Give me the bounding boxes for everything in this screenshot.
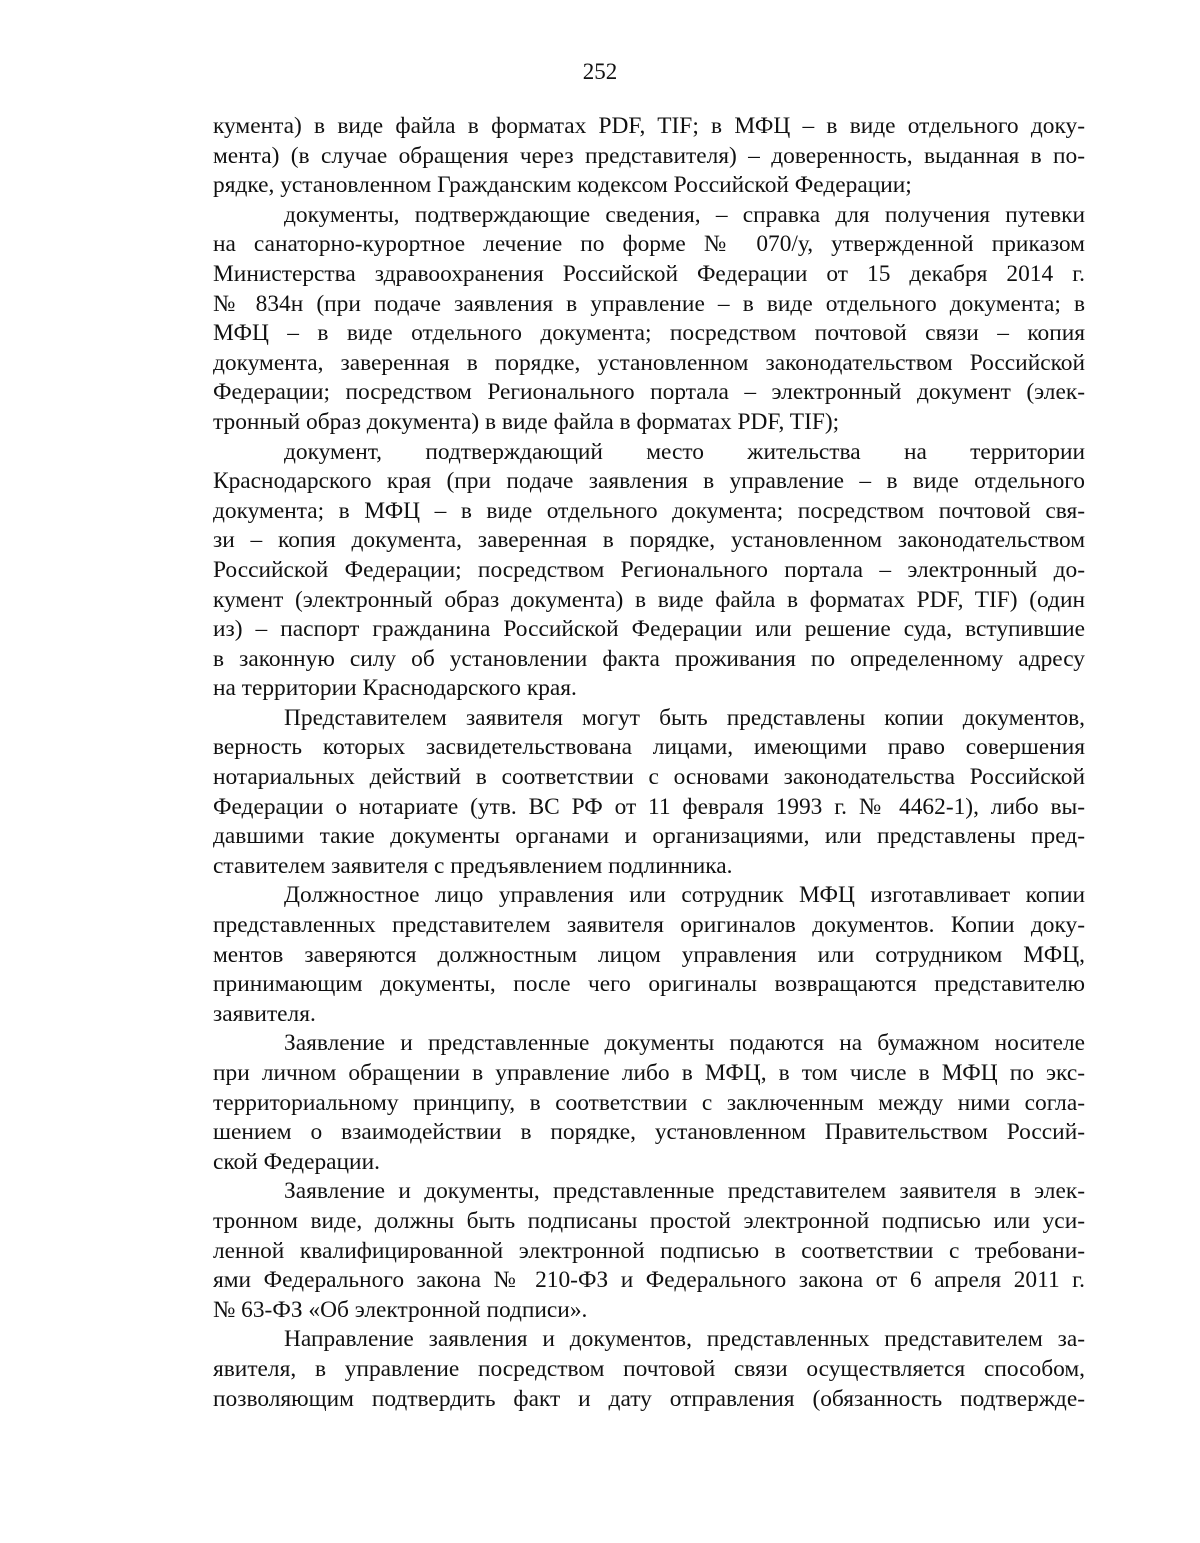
text-line: Федерации; посредством Регионального портала – электронный документ (элек- bbox=[213, 379, 1085, 406]
text-line: Заявление и документы, представленные представителем заявителя в элек- bbox=[284, 1178, 1085, 1205]
text-line: на санаторно-курортное лечение по форме № 070/у, утвержденной приказом bbox=[213, 231, 1085, 258]
text-line: давшими такие документы органами и организациями, или представлены пред- bbox=[213, 823, 1085, 850]
text-line: позволяющим подтвердить факт и дату отправления (обязанность подтвержде- bbox=[213, 1385, 1085, 1412]
text-line: Заявление и представленные документы подаются на бумажном носителе bbox=[284, 1030, 1085, 1057]
text-line: кумента) в виде файла в форматах PDF, TIF; в МФЦ – в виде отдельного доку- bbox=[213, 113, 1085, 139]
text-line: на территории Краснодарского края. bbox=[213, 675, 577, 702]
text-line: документа; в МФЦ – в виде отдельного документа; посредством почтовой свя- bbox=[213, 497, 1085, 524]
text-line: зи – копия документа, заверенная в порядке, установленном законодательством bbox=[213, 527, 1085, 554]
document-body bbox=[213, 112, 1085, 1414]
text-line: Направление заявления и документов, представленных представителем за- bbox=[284, 1326, 1085, 1353]
text-line: ментов заверяются должностным лицом управления или сотрудником МФЦ, bbox=[213, 941, 1085, 968]
text-line: нотариальных действий в соответствии с основами законодательства Российской bbox=[213, 764, 1085, 791]
text-line: из) – паспорт гражданина Российской Федерации или решение суда, вступившие bbox=[213, 616, 1085, 643]
text-line: принимающим документы, после чего оригиналы возвращаются представителю bbox=[213, 971, 1085, 998]
text-line: Должностное лицо управления или сотрудник МФЦ изготавливает копии bbox=[284, 882, 1085, 909]
text-line: Краснодарского края (при подаче заявления в управление – в виде отдельного bbox=[213, 468, 1085, 495]
text-line: мента) (в случае обращения через представителя) – доверенность, выданная в по- bbox=[213, 142, 1085, 169]
text-line: ской Федерации. bbox=[213, 1148, 380, 1175]
text-line: верность которых засвидетельствована лицами, имеющими право совершения bbox=[213, 734, 1085, 761]
text-line: документа, заверенная в порядке, установленном законодательством Российской bbox=[213, 349, 1085, 376]
text-line: Российской Федерации; посредством Регионального портала – электронный до- bbox=[213, 556, 1085, 583]
text-line: при личном обращении в управление либо в МФЦ, в том числе в МФЦ по экс- bbox=[213, 1060, 1085, 1086]
text-line: территориальному принципу, в соответствии с заключенным между ними согла- bbox=[213, 1089, 1085, 1116]
text-line: МФЦ – в виде отдельного документа; посредством почтовой связи – копия bbox=[213, 320, 1085, 347]
text-line: в законную силу об установлении факта проживания по определенному адресу bbox=[213, 645, 1085, 672]
text-line: № 63-ФЗ «Об электронной подписи». bbox=[213, 1296, 588, 1323]
text-line: № 834н (при подаче заявления в управление – в виде отдельного документа; в bbox=[213, 290, 1085, 317]
text-line: тронном виде, должны быть подписаны простой электронной подписью или уси- bbox=[213, 1207, 1085, 1234]
text-line: рядке, установленном Гражданским кодексом Российской Федерации; bbox=[213, 172, 912, 199]
text-line: Министерства здравоохранения Российской Федерации от 15 декабря 2014 г. bbox=[213, 260, 1085, 287]
text-line: шением о взаимодействии в порядке, установленном Правительством Россий- bbox=[213, 1119, 1085, 1146]
text-line: документ, подтверждающий место жительства на территории bbox=[284, 438, 1085, 465]
text-line: ленной квалифицированной электронной подписью в соответствии с требовани- bbox=[213, 1237, 1085, 1264]
text-line: тронный образ документа) в виде файла в форматах PDF, TIF); bbox=[213, 408, 840, 435]
text-line: кумент (электронный образ документа) в виде файла в форматах PDF, TIF) (один bbox=[213, 586, 1085, 613]
text-line: документы, подтверждающие сведения, – справка для получения путевки bbox=[284, 201, 1085, 228]
text-line: явителя, в управление посредством почтовой связи осуществляется способом, bbox=[213, 1355, 1085, 1382]
text-line: ями Федерального закона № 210-ФЗ и Федерального закона от 6 апреля 2011 г. bbox=[213, 1267, 1085, 1294]
text-line: ставителем заявителя с предъявлением подлинника. bbox=[213, 852, 733, 879]
text-line: заявителя. bbox=[213, 1000, 316, 1027]
page-number: 252 bbox=[582, 59, 618, 84]
text-line: представленных представителем заявителя оригиналов документов. Копии доку- bbox=[213, 912, 1085, 939]
text-line: Федерации о нотариате (утв. ВС РФ от 11 февраля 1993 г. № 4462-1), либо вы- bbox=[213, 793, 1085, 820]
text-line: Представителем заявителя могут быть представлены копии документов, bbox=[284, 704, 1085, 731]
